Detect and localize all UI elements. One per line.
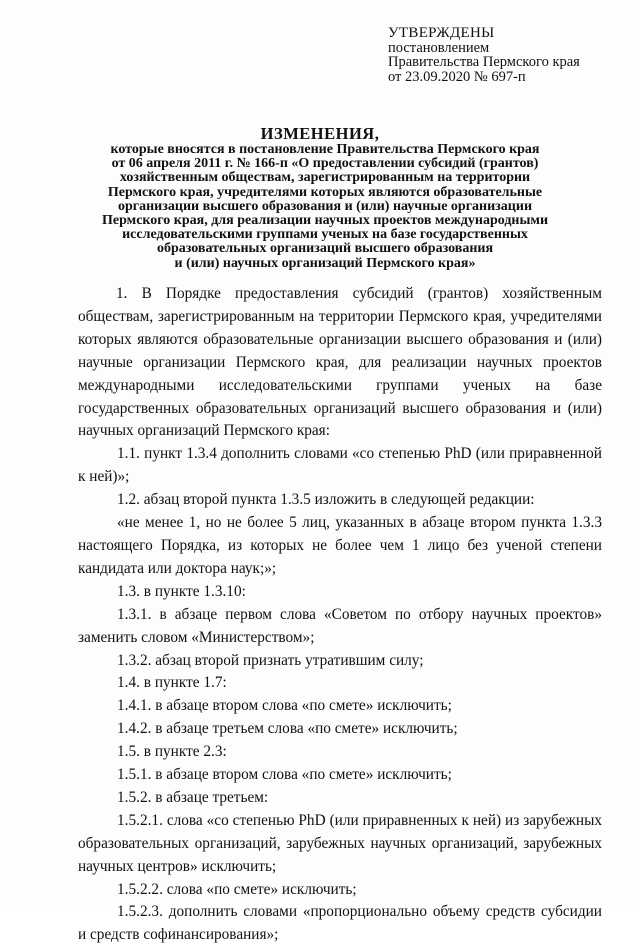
document-body — [78, 283, 602, 947]
paragraph: 1.5.2.2. слова «по смете» исключить; — [117, 880, 357, 898]
paragraph: 1.4. в пункте 1.7: — [117, 674, 227, 692]
paragraph: 1.2. абзац второй пункта 1.3.5 изложить в следующей редакции: — [117, 491, 535, 509]
document-title: ИЗМЕНЕНИЯ, — [260, 124, 380, 143]
paragraph: 1.4.1. в абзаце втором слова «по смете» исключить; — [117, 697, 452, 715]
paragraph: 1.1. пункт 1.3.4 дополнить словами «со степенью PhD (или приравненной к ней)»; — [78, 445, 602, 486]
approval-block — [388, 26, 580, 84]
paragraph: 1.5.2. в абзаце третьем: — [117, 788, 269, 806]
paragraph: 1.5.2.3. дополнить словами «пропорционально объему средств субсидии и средств софинансирования»; — [78, 903, 602, 944]
subtitle-line: образовательных организаций высшего образования — [156, 241, 494, 257]
paragraph: 1.5.1. в абзаце втором слова «по смете» исключить; — [117, 766, 452, 784]
approval-heading: УТВЕРЖДЕНЫ — [388, 25, 495, 41]
approval-line: Правительства Пермского края — [388, 54, 580, 70]
subtitle-line: хозяйственным обществам, зарегистрированным на территории — [119, 170, 531, 186]
subtitle-line: которые вносятся в постановление Правительства Пермского края — [110, 142, 540, 157]
paragraph: «не менее 1, но не более 5 лиц, указанных в абзаце втором пункта 1.3.3 настоящего Порядка, из которых не более чем 1 лицо без ученой степени кандидата или доктора наук;»; — [78, 514, 602, 577]
subtitle-line: от 06 апреля 2011 г. № 166-п «О предоставлении субсидий (грантов) — [111, 156, 539, 172]
subtitle-line: Пермского края, учредителями которых являются образовательные — [107, 184, 543, 200]
subtitle-line: исследовательскими группами ученых на базе государственных — [122, 227, 528, 243]
subtitle-line: организации высшего образования и (или) научные организации — [117, 198, 533, 214]
subtitle-line: Пермского края, для реализации научных проектов международными — [101, 213, 549, 229]
approval-line: постановлением — [388, 39, 490, 56]
paragraph: 1.3.1. в абзаце первом слова «Советом по отбору научных проектов» заменить словом «Министерством»; — [78, 605, 602, 646]
document-subtitle — [90, 143, 560, 271]
approval-line: от 23.09.2020 № 697-п — [388, 68, 526, 85]
paragraph: 1. В Порядке предоставления субсидий (грантов) хозяйственным обществам, зарегистрированным на территории Пермского края, учредителями которых являются образовательные организации высшего образования и (или) научные организации Пермского края, для реализации научных проектов международными исследовательскими группами ученых на базе государственных образовательных организаций высшего образования и (или) научных организаций Пермского края: — [78, 285, 602, 440]
paragraph: 1.4.2. в абзаце третьем слова «по смете» исключить; — [117, 720, 458, 738]
paragraph: 1.3.2. абзац второй признать утратившим силу; — [117, 651, 424, 669]
subtitle-line: и (или) научных организаций Пермского края» — [174, 255, 476, 271]
paragraph: 1.5.2.1. слова «со степенью PhD (или приравненных к ней) из зарубежных образовательных организаций, зарубежных научных организаций, зарубежных научных центров» исключить; — [78, 811, 602, 875]
paragraph: 1.3. в пункте 1.3.10: — [117, 582, 246, 600]
paragraph: 1.5. в пункте 2.3: — [117, 743, 227, 761]
